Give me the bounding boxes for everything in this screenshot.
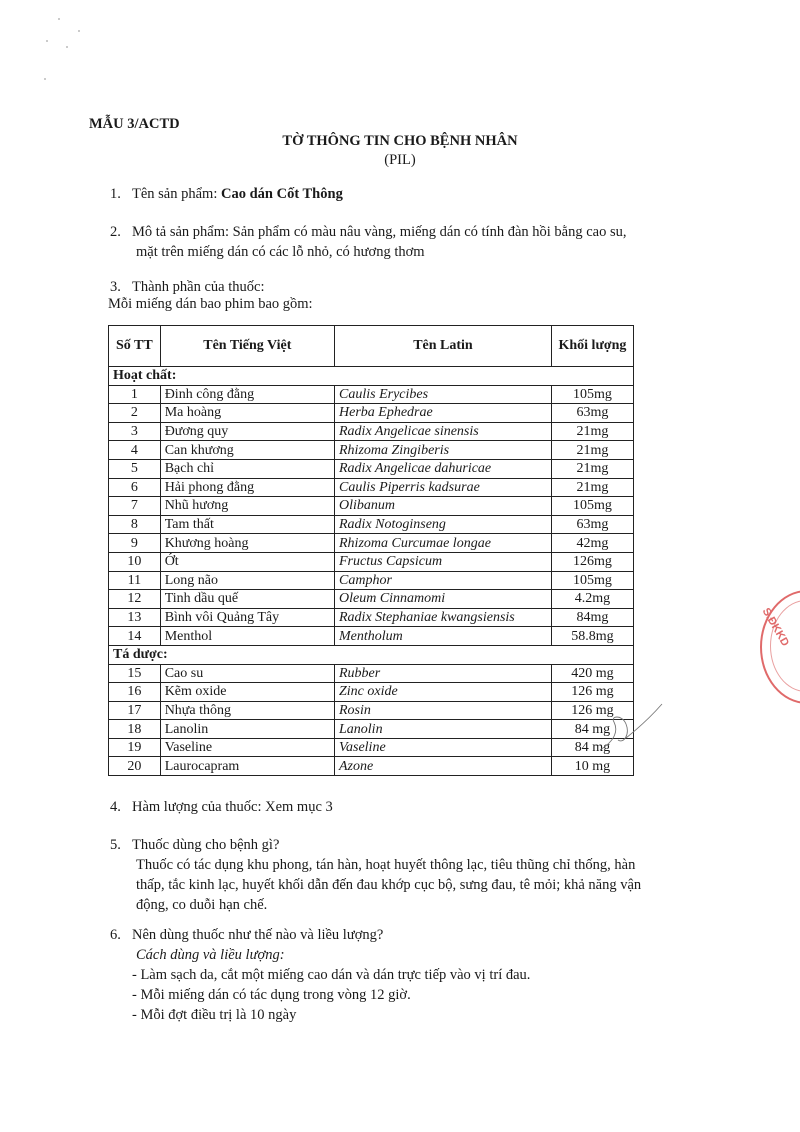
signature-mark	[596, 700, 666, 770]
cell-number: 6	[109, 478, 161, 497]
section-6: 6. Nên dùng thuốc như thế nào và liều lượng? Cách dùng và liều lượng: - Làm sạch da, cắt một miếng cao dán và dán trực tiếp vào vị trí đau. - Mỗi miếng dán có tác dụng trong vòng 12 giờ. - Mỗi đợt điều trị là 10 ngày	[110, 927, 531, 1023]
table-row	[109, 683, 634, 702]
cell-vietnamese-name: Lanolin	[160, 720, 334, 739]
table-row	[109, 478, 634, 497]
cell-vietnamese-name: Đương quy	[160, 422, 334, 441]
section-2: 2. Mô tả sản phẩm: Sản phẩm có màu nâu vàng, miếng dán có tính đàn hồi bằng cao su, mặt trên miếng dán có các lỗ nhỏ, có hương thơm	[110, 224, 627, 260]
cell-latin-name: Radix Notoginseng	[335, 515, 552, 534]
table-section-row	[109, 645, 634, 664]
cell-weight: 105mg	[551, 497, 633, 516]
table-row	[109, 738, 634, 757]
cell-weight: 21mg	[551, 459, 633, 478]
table-header-row	[109, 326, 634, 367]
section-4: 4. Hàm lượng của thuốc: Xem mục 3	[110, 799, 333, 815]
header-vn: Tên Tiếng Việt	[160, 326, 334, 367]
cell-vietnamese-name: Kẽm oxide	[160, 683, 334, 702]
cell-number: 7	[109, 497, 161, 516]
cell-number: 11	[109, 571, 161, 590]
document-title: TỜ THÔNG TIN CHO BỆNH NHÂN	[282, 133, 518, 149]
cell-latin-name: Camphor	[335, 571, 552, 590]
cell-number: 18	[109, 720, 161, 739]
cell-latin-name: Oleum Cinnamomi	[335, 590, 552, 609]
cell-latin-name: Caulis Erycibes	[335, 385, 552, 404]
section-1: 1. Tên sản phẩm: Cao dán Cốt Thông	[110, 186, 343, 202]
cell-latin-name: Rhizoma Zingiberis	[335, 441, 552, 460]
cell-number: 3	[109, 422, 161, 441]
cell-number: 13	[109, 608, 161, 627]
table-row	[109, 590, 634, 609]
cell-vietnamese-name: Tam thất	[160, 515, 334, 534]
cell-weight: 105mg	[551, 571, 633, 590]
cell-vietnamese-name: Bạch chỉ	[160, 459, 334, 478]
cell-number: 1	[109, 385, 161, 404]
cell-number: 17	[109, 701, 161, 720]
cell-weight: 105mg	[551, 385, 633, 404]
cell-vietnamese-name: Bình vôi Quảng Tây	[160, 608, 334, 627]
cell-latin-name: Mentholum	[335, 627, 552, 646]
cell-vietnamese-name: Tinh dầu quế	[160, 590, 334, 609]
cell-latin-name: Azone	[335, 757, 552, 776]
cell-number: 2	[109, 404, 161, 423]
table-row	[109, 571, 634, 590]
cell-latin-name: Vaseline	[335, 738, 552, 757]
table-row	[109, 385, 634, 404]
cell-latin-name: Herba Ephedrae	[335, 404, 552, 423]
table-row	[109, 552, 634, 571]
cell-number: 16	[109, 683, 161, 702]
cell-vietnamese-name: Khương hoàng	[160, 534, 334, 553]
table-row	[109, 664, 634, 683]
cell-latin-name: Zinc oxide	[335, 683, 552, 702]
cell-vietnamese-name: Menthol	[160, 627, 334, 646]
cell-vietnamese-name: Nhũ hương	[160, 497, 334, 516]
table-row	[109, 720, 634, 739]
cell-latin-name: Fructus Capsicum	[335, 552, 552, 571]
cell-latin-name: Olibanum	[335, 497, 552, 516]
header-no: Số TT	[109, 326, 161, 367]
document-subtitle: (PIL)	[384, 152, 416, 168]
table-row	[109, 422, 634, 441]
cell-vietnamese-name: Can khương	[160, 441, 334, 460]
cell-number: 9	[109, 534, 161, 553]
cell-vietnamese-name: Cao su	[160, 664, 334, 683]
cell-number: 5	[109, 459, 161, 478]
cell-weight: 58.8mg	[551, 627, 633, 646]
section-5: 5. Thuốc dùng cho bệnh gì? Thuốc có tác dụng khu phong, tán hàn, hoạt huyết thông lạc, tiêu thũng chỉ thống, hàn thấp, tắc kinh lạc, huyết khối dẫn đến đau khớp cục bộ, sưng đau, tê mỏi; khả năng vận động, co duỗi hạn chế.	[110, 837, 642, 913]
cell-latin-name: Radix Stephaniae kwangsiensis	[335, 608, 552, 627]
cell-number: 4	[109, 441, 161, 460]
cell-vietnamese-name: Đinh công đằng	[160, 385, 334, 404]
cell-number: 8	[109, 515, 161, 534]
cell-number: 15	[109, 664, 161, 683]
table-row	[109, 608, 634, 627]
cell-weight: 21mg	[551, 422, 633, 441]
section-3-sub: Mỗi miếng dán bao phim bao gồm:	[108, 296, 313, 312]
table-row	[109, 627, 634, 646]
section-label: Tá dược:	[109, 645, 634, 664]
cell-number: 14	[109, 627, 161, 646]
cell-weight: 4.2mg	[551, 590, 633, 609]
section-3: 3. Thành phần của thuốc:	[110, 279, 265, 295]
cell-latin-name: Rhizoma Curcumae longae	[335, 534, 552, 553]
cell-vietnamese-name: Laurocapram	[160, 757, 334, 776]
cell-weight: 21mg	[551, 478, 633, 497]
cell-latin-name: Rubber	[335, 664, 552, 683]
section-label: Hoạt chất:	[109, 367, 634, 386]
cell-weight: 84 mg	[551, 720, 633, 739]
cell-vietnamese-name: Ớt	[160, 552, 334, 571]
table-row	[109, 701, 634, 720]
cell-weight: 42mg	[551, 534, 633, 553]
cell-number: 12	[109, 590, 161, 609]
table-section-row	[109, 367, 634, 386]
cell-vietnamese-name: Vaseline	[160, 738, 334, 757]
table-row	[109, 459, 634, 478]
form-code: MẪU 3/ACTD	[89, 116, 180, 132]
cell-latin-name: Radix Angelicae sinensis	[335, 422, 552, 441]
cell-weight: 21mg	[551, 441, 633, 460]
cell-vietnamese-name: Nhựa thông	[160, 701, 334, 720]
cell-weight: 63mg	[551, 404, 633, 423]
table-row	[109, 515, 634, 534]
table-row	[109, 757, 634, 776]
cell-latin-name: Radix Angelicae dahuricae	[335, 459, 552, 478]
cell-weight: 420 mg	[551, 664, 633, 683]
cell-latin-name: Lanolin	[335, 720, 552, 739]
cell-weight: 126 mg	[551, 701, 633, 720]
table-row	[109, 441, 634, 460]
cell-vietnamese-name: Hải phong đằng	[160, 478, 334, 497]
ingredients-table	[108, 325, 634, 776]
stamp-text: S.ĐKKD	[759, 606, 792, 649]
table-row	[109, 404, 634, 423]
cell-weight: 126mg	[551, 552, 633, 571]
cell-vietnamese-name: Ma hoàng	[160, 404, 334, 423]
cell-weight: 63mg	[551, 515, 633, 534]
cell-latin-name: Caulis Piperris kadsurae	[335, 478, 552, 497]
cell-weight: 126 mg	[551, 683, 633, 702]
cell-weight: 84mg	[551, 608, 633, 627]
cell-weight: 10 mg	[551, 757, 633, 776]
cell-vietnamese-name: Long não	[160, 571, 334, 590]
product-name: Cao dán Cốt Thông	[221, 186, 343, 202]
header-weight: Khối lượng	[551, 326, 633, 367]
cell-latin-name: Rosin	[335, 701, 552, 720]
cell-number: 10	[109, 552, 161, 571]
cell-number: 19	[109, 738, 161, 757]
table-row	[109, 534, 634, 553]
header-latin: Tên Latin	[335, 326, 552, 367]
cell-number: 20	[109, 757, 161, 776]
cell-weight: 84 mg	[551, 738, 633, 757]
table-row	[109, 497, 634, 516]
